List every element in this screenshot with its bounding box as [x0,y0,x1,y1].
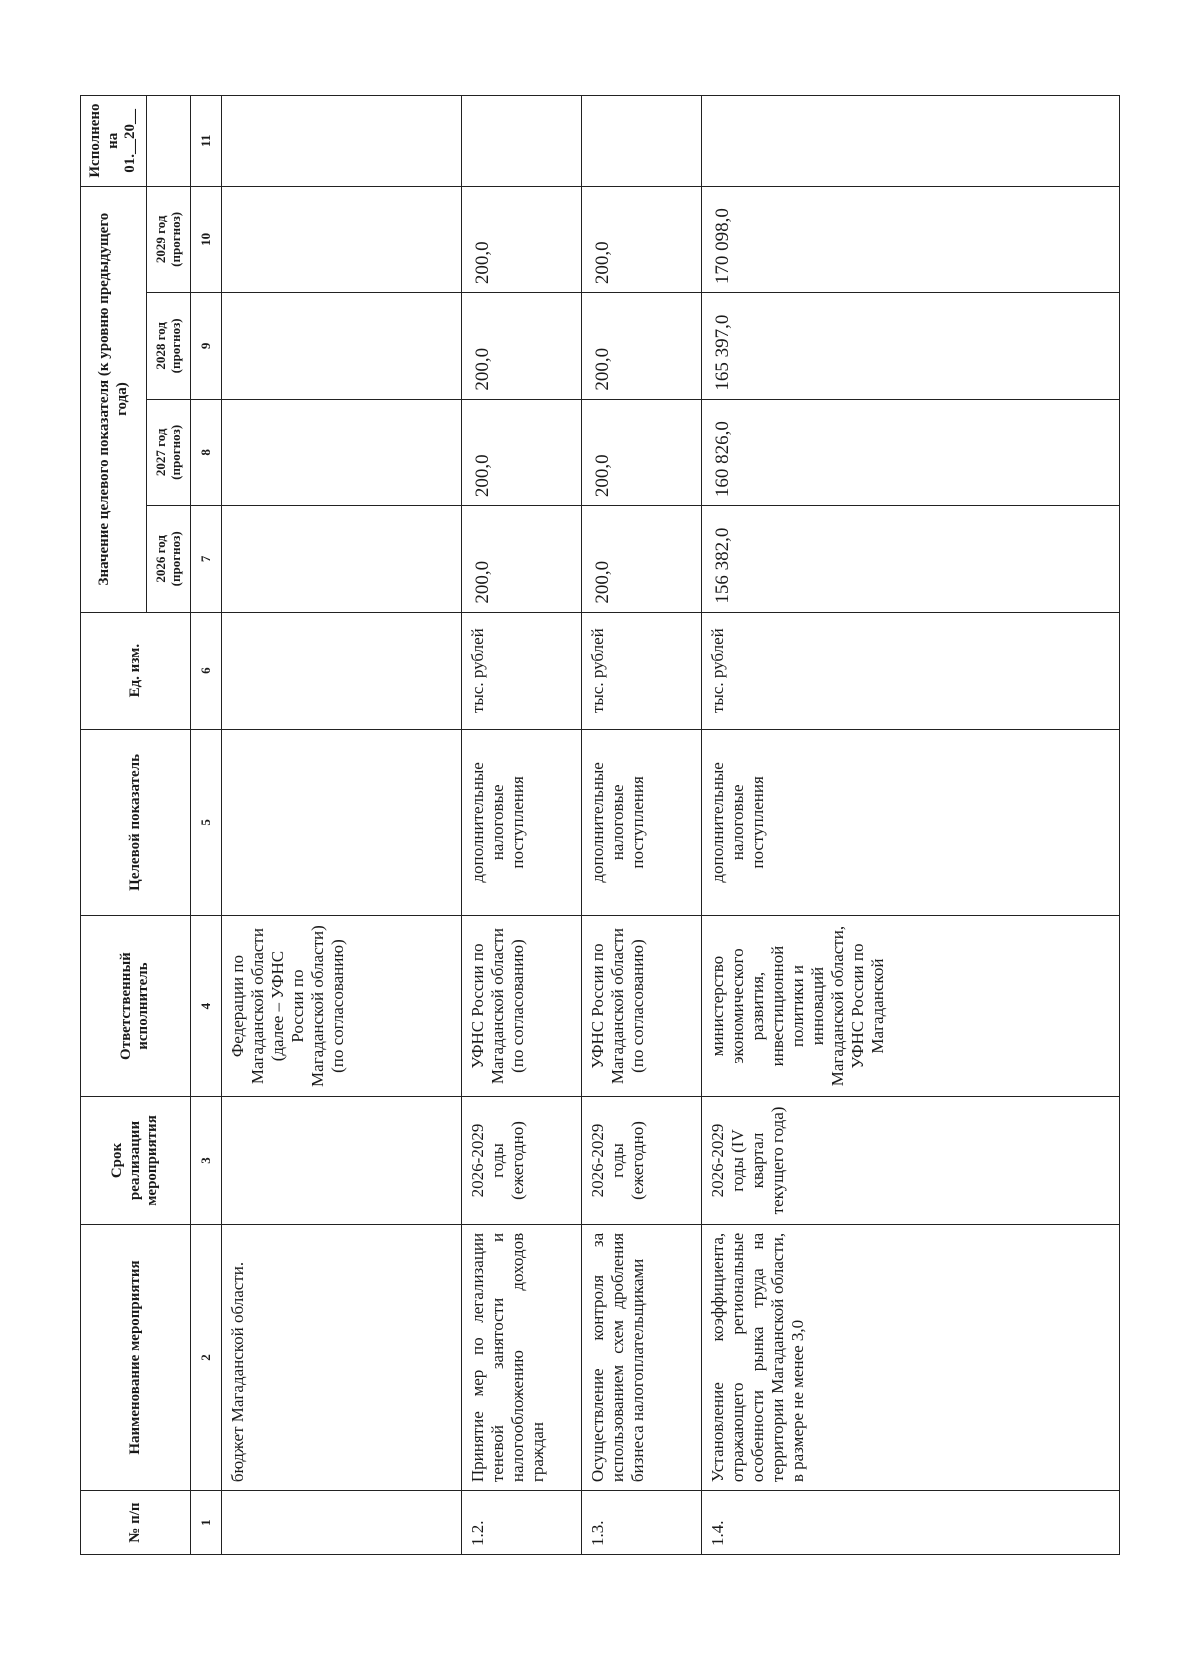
row-value-2029: 170 098,0 [701,186,1119,293]
measures-table [80,95,1120,1555]
table-row [581,96,701,1555]
row-done [581,96,701,187]
col-number: 8 [190,399,221,505]
col-number: 9 [190,293,221,399]
row-name: бюджет Магаданской области. [221,1224,461,1490]
row-executor: УФНС России по Магаданской области (по согласованию) [461,916,581,1097]
row-unit: тыс. рублей [581,612,701,729]
row-indicator: дополнительные налоговые поступления [581,729,701,915]
row-executor: Федерации по Магаданской области (далее – УФНС России по Магаданской области) (по согласованию) [221,916,461,1097]
row-no: 1.3. [581,1491,701,1555]
col-number: 5 [190,729,221,915]
row-name: Установление коэффициента, отражающего региональные особенности рынка труда на территории Магаданской области, в размере не менее 3,0 [701,1224,1119,1490]
row-value-2028 [221,293,461,399]
col-number: 4 [190,916,221,1097]
row-executor: министерство экономического развития, инвестиционной политики и инноваций Магаданской области, УФНС России по Магаданской [701,916,1119,1097]
row-indicator: дополнительные налоговые поступления [461,729,581,915]
row-term [221,1097,461,1225]
row-done [701,96,1119,187]
header-2029: 2029 год (прогноз) [147,186,191,293]
row-value-2027: 160 826,0 [701,399,1119,505]
rotated-table-wrapper [80,95,1120,1555]
header-no: № п/п [81,1491,191,1555]
row-done [461,96,581,187]
row-executor: УФНС России по Магаданской области (по согласованию) [581,916,701,1097]
row-term: 2026-2029 годы (ежегодно) [581,1097,701,1225]
row-no: 1.2. [461,1491,581,1555]
row-value-2028: 200,0 [581,293,701,399]
row-value-2027: 200,0 [461,399,581,505]
row-term: 2026-2029 годы (ежегодно) [461,1097,581,1225]
header-2028: 2028 год (прогноз) [147,293,191,399]
row-indicator [221,729,461,915]
table-row [701,96,1119,1555]
col-number: 3 [190,1097,221,1225]
row-value-2026: 156 382,0 [701,506,1119,612]
row-unit [221,612,461,729]
row-value-2026: 200,0 [461,506,581,612]
row-value-2029: 200,0 [461,186,581,293]
table-row [221,96,461,1555]
header-executor: Ответственный исполнитель [81,916,191,1097]
row-done [221,96,461,187]
row-value-2026: 200,0 [581,506,701,612]
header-done-empty [147,96,191,187]
row-value-2028: 165 397,0 [701,293,1119,399]
row-value-2027: 200,0 [581,399,701,505]
col-number: 10 [190,186,221,293]
row-no: 1.4. [701,1491,1119,1555]
row-value-2029: 200,0 [581,186,701,293]
header-name: Наименование мероприятия [81,1224,191,1490]
row-no [221,1491,461,1555]
table-row [461,96,581,1555]
row-value-2027 [221,399,461,505]
header-indicator: Целевой показатель [81,729,191,915]
row-term: 2026-2029 годы (IV квартал текущего года) [701,1097,1119,1225]
header-value-group: Значение целевого показателя (к уровню предыдущего года) [81,186,147,612]
row-indicator: дополнительные налоговые поступления [701,729,1119,915]
col-number: 7 [190,506,221,612]
header-term: Срок реализации мероприятия [81,1097,191,1225]
row-value-2029 [221,186,461,293]
row-value-2028: 200,0 [461,293,581,399]
header-done: Исполнено на 01.__20__ [81,96,147,187]
row-name: Осуществление контроля за использованием схем дробления бизнеса налогоплательщиками [581,1224,701,1490]
header-2027: 2027 год (прогноз) [147,399,191,505]
row-name: Принятие мер по легализации теневой занятости и налогообложению доходов граждан [461,1224,581,1490]
header-2026: 2026 год (прогноз) [147,506,191,612]
column-number-row [190,96,221,1555]
row-value-2026 [221,506,461,612]
header-row [81,96,147,1555]
header-unit: Ед. изм. [81,612,191,729]
col-number: 11 [190,96,221,187]
col-number: 1 [190,1491,221,1555]
row-unit: тыс. рублей [461,612,581,729]
col-number: 6 [190,612,221,729]
col-number: 2 [190,1224,221,1490]
row-unit: тыс. рублей [701,612,1119,729]
